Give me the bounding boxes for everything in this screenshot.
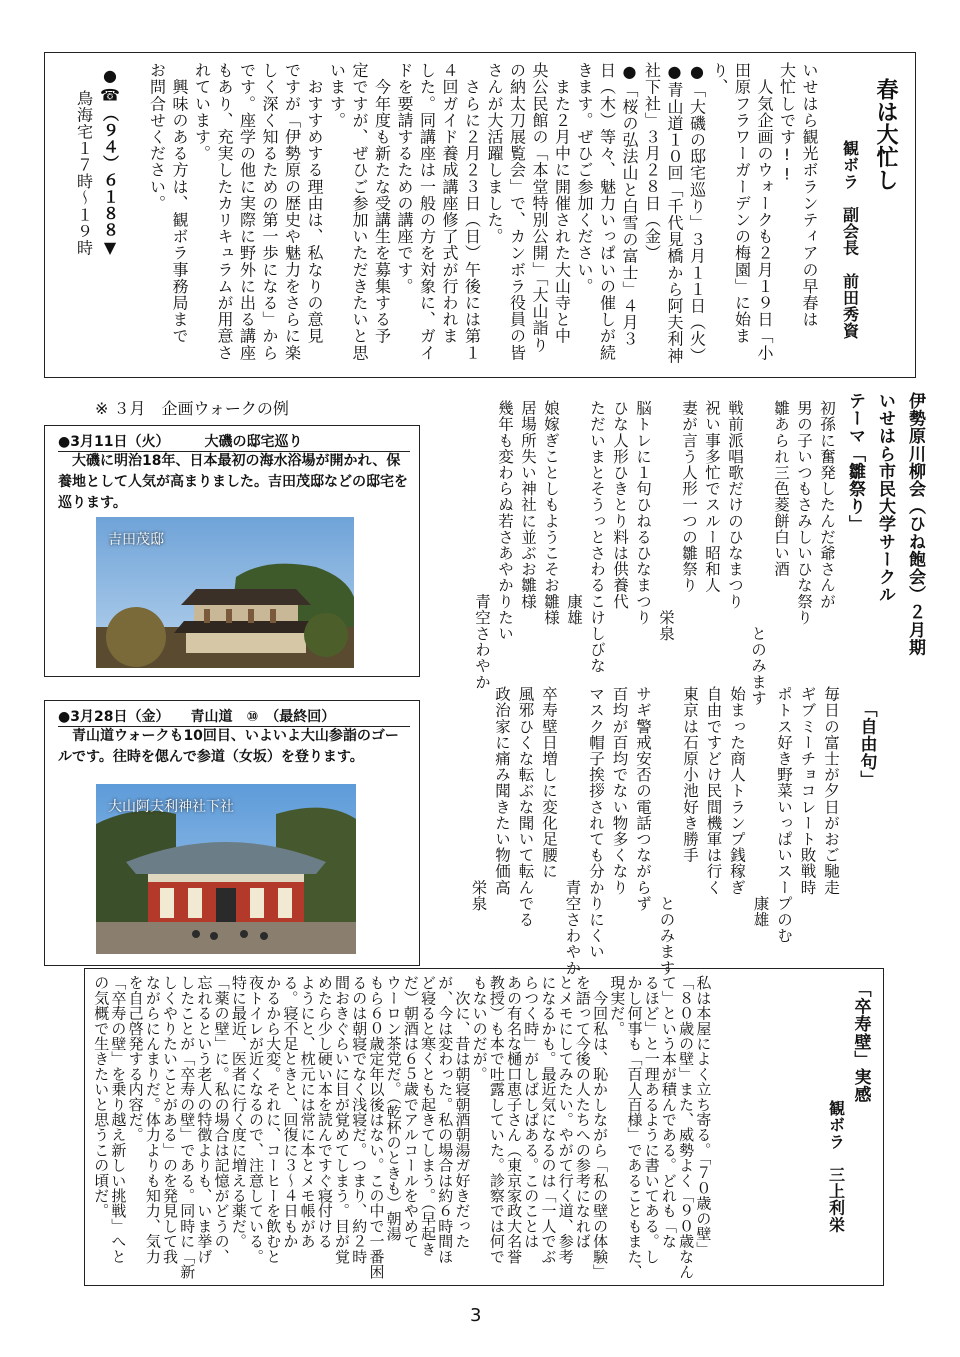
article-haru-body: いせはら観光ボランティアの早春は 大忙しです!! 人気企画のウォークも２月１９日「小 田原フラワーガーデンの梅園」に始ま り、 ●「大磯の邸宅巡り」３月１１日（火） ●青山道１０回「千代見橋から阿夫利神 社下社」３月２８日（金） ●「桜の弘法山と白雪の富士」４月３ 日（木）等々、魅力いっぱいの催しが続 きます。ぜひご参加ください。 また２月中に開催された大山寺と中 央公民館の「本堂特別公開」「大山詣り の納太刀展覧会」で、カンボラ役員の皆 さんが大活躍しました。 さらに２月２３日（日）午後には第１ ４回ガイド養成講座修了式が行われま した。同講座は一般の方を対象に、ガイ ドを要請するための講座です。 今年度も新たな受講生を募集する予 定ですが、ぜひご参加いただきたいと思 います。 おすすめする理由は、私なりの意見 ですが「伊勢原の歴史や魅力をさらに楽 しく深く知るための第一歩になる」から です。座学の他に実際に野外に出る講座 もあり、充実したカリキュラムが用意さ れています。 興味のある方は、観ボラ事務局まで お問合せください。: [147, 62, 819, 364]
article-haru-author: 観ボラ 副会長 前田秀資: [840, 140, 860, 340]
contact-phone: ●☎（９４）６１８８▼: [100, 66, 120, 258]
senryu-poems: 初孫に奮発したんだ爺さんが 男の子いつもさみしいひな祭り 雛あられ三色菱餅白い酒 とのみます 戦前派唱歌だけのひなまつり 祝い事多忙でスルー昭和人 妻が言う人形一つの雛祭り 栄泉 脳トレに１句ひねるひなまつり ひな人形ひきとり料は供養代 ただいまとそうっとさわるこけしびな 康雄 娘嫁ぎことしもようこそお雛様 居場所失い神社に並ぶお雛様 幾年も変わらぬ若さあやかりたい 青空さわやか: [473, 400, 836, 706]
walk2-photo-label: 大山阿夫利神社下社: [108, 799, 234, 815]
page-number: 3: [470, 1305, 482, 1326]
jiyuku-poems: 毎日の富士が夕日がおご馳走 ギブミーチョコレート敗戦時 ポトス好き野菜いっぱいスープのむ 康雄 始まった商人トランプ銭稼ぎ 自由ですどけ民間機軍は行く 東京は石原小池好き勝手 とのみます サギ警戒安否の電話つながらず 百均が百均でない物多くなり マスク帽子挨拶されても分かりにくい 青空さわやか 卒寿壁日増しに変化足腰に 風邪ひくな転ぶな聞いて転んでる 政治家に痛み聞きたい物価高 栄泉: [469, 686, 840, 976]
walk2-header: ●3月28日（金） 青山道 ⑩ （最終回）: [58, 706, 410, 727]
walk1-header: ●3月11日（火） 大磯の邸宅巡り: [58, 431, 410, 452]
walk1-photo: [96, 517, 354, 668]
walk2-photo: [96, 784, 356, 954]
jiyuku-title: 「自由句」: [856, 700, 877, 788]
walk1-text: 大磯に明治18年、日本最初の海水浴場が開かれ、保養地として人気が高まりました。吉田茂邸などの邸宅を巡ります。: [58, 453, 408, 511]
walk1-photo-label: 吉田茂邸: [108, 532, 164, 548]
contact-hours: 鳥海宅１７時～１９時: [74, 90, 94, 256]
article-sotsuju-body: 私は本屋によく立ち寄る。「７０歳の壁」 「８０歳の壁」また、威勢よく「９０歳なん て」という本が積んである。どれも「な るほど」と一理あるように書いてある。し かし何事も「百人百様」であることもまた、 現実だ。 今回私は、恥かしながら「私の壁の体験」 を語って今後の人たちへの参考になれば とメモにしてみたい。やがて行く道、参考 になるかも。最近気になるのは「一人でぶ らつく時」がしばしばある。このことは あの有名な樋口恵子さん（東京家政大名誉 教授）も本で吐露していた。診察では何で もないのだが。 次に、昔は朝寝朝酒朝湯ガ好きだった が、今は変わった。私の場合は約６時間ほ ど寝ると寒くとも起きてしまう。（早起き だ）朝酒は６５歳でアルコールをやめて ウーロン茶党だ。（乾杯のときも）朝湯 もら６０歳定年以後はない。この中で一番困 るのは朝寝でなく浅寝だ。つまり、約２時 間おきぐらいに目が覚めてしまう。目が覚 めたら少し硬い本を読んですぐ寝付ける ようにと、枕元には常に本とメモ帳があ る。寝不足ときと、回復に３～４日もか かるから大変。それに、コーヒーを飲むと 夜トイレが近くなるので、注意している。 特に最近、医者に行く度に増える薬だ。 「薬の壁」に。私の場合は記憶がどうの、 忘れるという老人の特徴よりも、いま挙げ したことが「卒寿の壁」である。同時に「新 しくやりたいことがある」のを発見して我 ながらにんまりだ。体力よりも知力、気力 を自己啓発する内容だ。 「卒寿の壁」を乗り越え新しい挑戦」へと の気概で生きたいと思うこの頃だ。: [92, 975, 713, 1279]
senryu-title: 伊勢原川柳会（ひね飽会）２月期 いせはら市民大学サークル テーマ「雛祭り」: [845, 392, 925, 656]
walk-example-note: ※ ３月 企画ウォークの例: [95, 399, 289, 418]
article-haru-title: 春は大忙し: [873, 78, 898, 191]
article-sotsuju-author: 観ボラ 三上利栄: [826, 1100, 846, 1233]
walk2-text: 青山道ウォークも10回目、いよいよ大山参詣のゴールです。往時を偲んで参道（女坂）を登ります。: [58, 728, 399, 765]
article-sotsuju-title: 「卒寿壁」実感: [850, 980, 871, 1104]
